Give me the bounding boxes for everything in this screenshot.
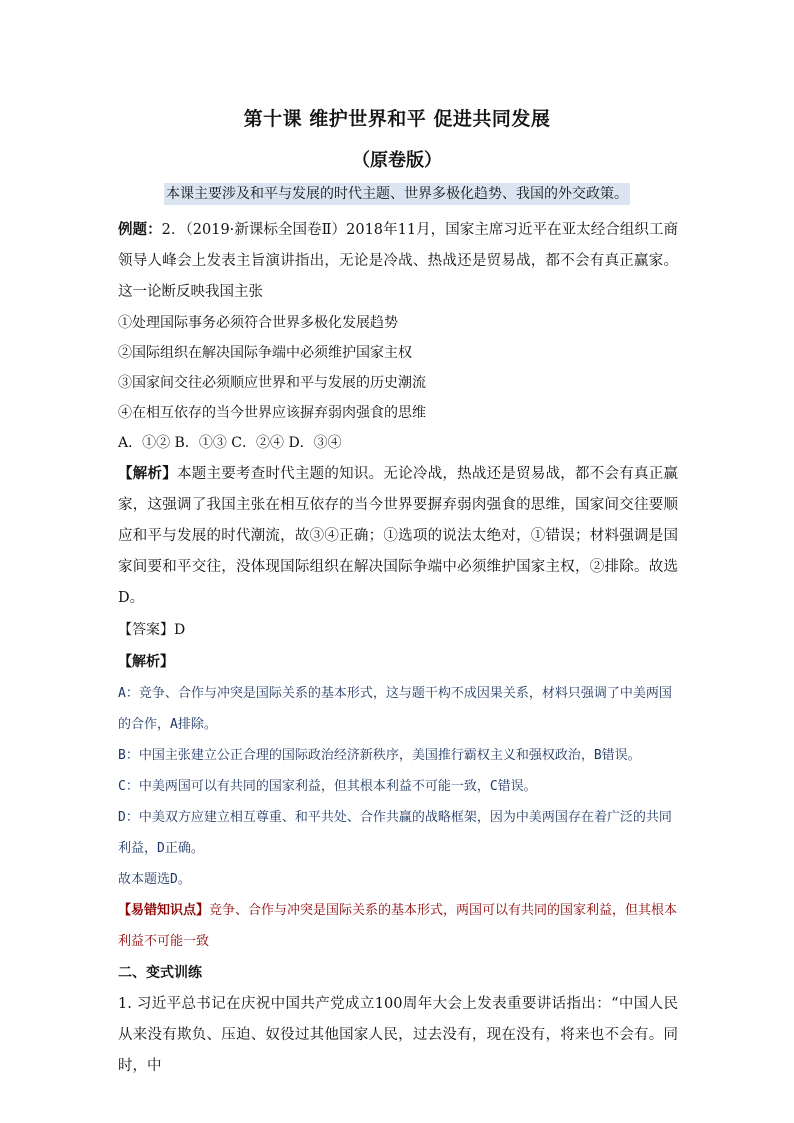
explanation-d: D：中美双方应建立相互尊重、和平共处、合作共赢的战略框架，因为中美两国存在着广泛的共同利益，D正确。 <box>118 810 672 856</box>
explanation-a: A：竞争、合作与冲突是国际关系的基本形式，这与题干构不成因果关系，材料只强调了中美两国的合作，A排除。 <box>118 686 672 732</box>
example-text: 2．（2019·新课标全国卷Ⅱ）2018年11月，国家主席习近平在亚太经合组织工商领导人峰会上发表主旨演讲指出，无论是冷战、热战还是贸易战，都不会有真正赢家。这一论断反映我国主张 <box>118 222 678 300</box>
example-block <box>118 214 678 1082</box>
intro-highlight: 本课主要涉及和平与发展的时代主题、世界多极化趋势、我国的外交政策。 <box>164 183 630 205</box>
section-heading: 二、变式训练 <box>118 965 202 981</box>
example-option-4: ④在相互依存的当今世界应该摒弃弱肉强食的思维 <box>118 405 426 421</box>
example-option-2: ②国际组织在解决国际争端中必须维护国家主权 <box>118 345 412 361</box>
page-subtitle: （原卷版） <box>352 150 442 171</box>
analysis-text: 本题主要考查时代主题的知识。无论冷战，热战还是贸易战，都不会有真正赢家，这强调了我国主张在相互依存的当今世界要摒弃弱肉强食的思维，国家间交往要顺应和平与发展的时代潮流，故③④正确；①选项的说法太绝对，①错误；材料强调是国家间要和平交往，没体现国际组织在解决国际争端中必须维护国家主权，②排除。故选D。 <box>118 466 679 606</box>
explanation-c: C：中美两国可以有共同的国家利益，但其根本利益不可能一致，C错误。 <box>118 779 537 794</box>
example-choices: A．①② B．①③ C．②④ D．③④ <box>118 435 342 451</box>
mistake-note <box>118 895 678 957</box>
example-label: 例题： <box>118 221 162 238</box>
example-question <box>118 214 678 308</box>
explanation-b: B：中国主张建立公正合理的国际政治经济新秩序，美国推行霸权主义和强权政治，B错误。 <box>118 748 641 763</box>
analysis-label: 【解析】 <box>118 465 177 482</box>
mistake-label: 【易错知识点】 <box>118 903 210 918</box>
mistake-text: 竞争、合作与冲突是国际关系的基本形式，两国可以有共同的国家利益，但其根本利益不可能一致 <box>118 903 678 949</box>
analysis-paragraph <box>118 458 678 614</box>
analysis2-label: 【解析】 <box>118 654 174 670</box>
example-option-3: ③国家间交往必须顺应世界和平与发展的历史潮流 <box>118 375 426 391</box>
conclusion-line: 故本题选D。 <box>118 872 191 887</box>
answer-line: 【答案】D <box>118 622 186 638</box>
intro-wrapper <box>0 183 794 205</box>
question-1: 1. 习近平总书记在庆祝中国共产党成立100周年大会上发表重要讲话指出：“中国人民从来没有欺负、压迫、奴役过其他国家人民，过去没有，现在没有，将来也不会有。同时，中 <box>118 996 678 1074</box>
example-option-1: ①处理国际事务必须符合世界多极化发展趋势 <box>118 315 398 331</box>
page-title: 第十课 维护世界和平 促进共同发展 <box>243 108 551 130</box>
